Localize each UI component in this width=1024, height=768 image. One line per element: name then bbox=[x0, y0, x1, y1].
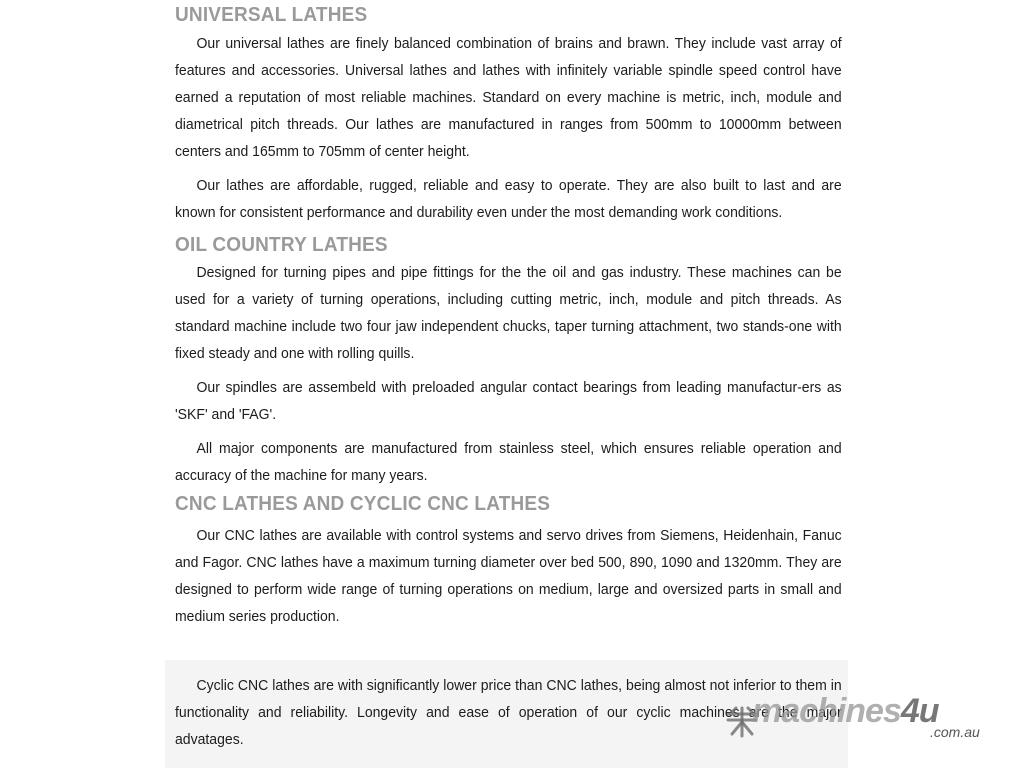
document-content bbox=[175, 0, 842, 630]
paragraph: Our lathes are affordable, rugged, reliable and easy to operate. They are also built to last and are known for consistent performance and durability even under the most demanding work conditions. bbox=[175, 177, 842, 221]
watermark-brand-name: machines bbox=[752, 692, 901, 730]
watermark-brand-number: 4u bbox=[900, 692, 939, 730]
paragraph: Designed for turning pipes and pipe fittings for the the oil and gas industry. These machines can be used for a variety of turning operations, including cutting metric, inch, module and pitch threads. As standard machine include two four jaw independent chucks, taper turning attachment, two stands-one with fixed steady and one with rolling quills. bbox=[175, 264, 842, 362]
watermark-logo bbox=[724, 692, 994, 746]
paragraph: Our universal lathes are finely balanced combination of brains and brawn. They include vast array of features and accessories. Universal lathes and lathes with infinitely variable spindle speed control have earned a reputation of most reliable machines. Standard on every machine is metric, inch, module and diametrical pitch threads. Our lathes are manufactured in ranges from 500mm to 10000mm between centers and 165mm to 705mm of center height. bbox=[175, 35, 842, 160]
section-heading-universal-lathes: UNIVERSAL LATHES bbox=[175, 4, 368, 26]
section-heading-oil-country-lathes: OIL COUNTRY LATHES bbox=[175, 234, 388, 256]
section-heading-cnc-lathes: CNC LATHES AND CYCLIC CNC LATHES bbox=[175, 493, 551, 515]
watermark-brand bbox=[752, 692, 939, 731]
paragraph: Our CNC lathes are available with control systems and servo drives from Siemens, Heidenhain, Fanuc and Fagor. CNC lathes have a maximum turning diameter over bed 500, 890, 1090 and 1320mm. They are designed to perform wide range of turning operations on medium, large and oversized parts in small and medium series production. bbox=[175, 527, 842, 625]
paragraph: All major components are manufactured from stainless steel, which ensures reliable operation and accuracy of the machine for many years. bbox=[175, 440, 842, 484]
shaded-paragraph: Cyclic CNC lathes are with significantly lower price than CNC lathes, being almost not inferior to them in functionality and reliability. Longevity and ease of operation of our cyclic machines are the major advatages. bbox=[175, 677, 842, 748]
watermark-domain: .com.au bbox=[930, 724, 980, 740]
paragraph: Our spindles are assembeld with preloaded angular contact bearings from leading manufactur-ers as 'SKF' and 'FAG'. bbox=[175, 379, 842, 423]
